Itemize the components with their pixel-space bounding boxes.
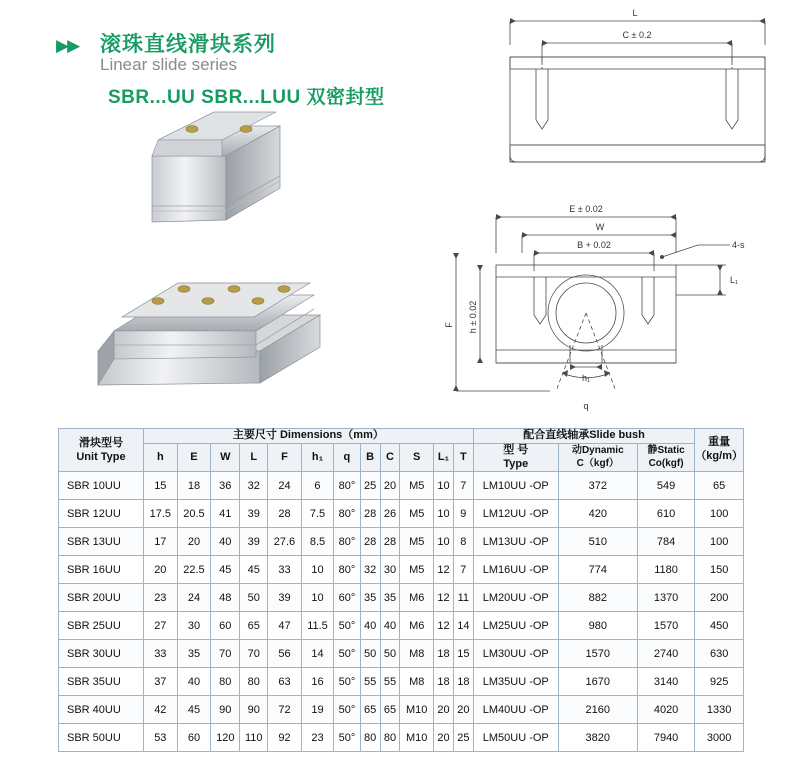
product-photo-single-block	[130, 110, 310, 240]
cell-L: 70	[240, 640, 268, 668]
header-dim-L: L	[240, 443, 268, 472]
header-static-cn-en: 静Static	[647, 445, 685, 456]
header-unit-type	[59, 429, 144, 472]
cell-L: 39	[240, 528, 268, 556]
cell-F: 24	[268, 472, 302, 500]
cell-W: 120	[211, 724, 240, 752]
page-header	[0, 0, 470, 120]
cell-F: 72	[268, 696, 302, 724]
cell-h: 42	[144, 696, 178, 724]
header-dim-B: B	[360, 443, 380, 472]
cell-B: 28	[360, 528, 380, 556]
cell-S: M10	[400, 724, 434, 752]
cell-weight: 630	[695, 640, 744, 668]
svg-text:L: L	[632, 8, 638, 18]
cell-h: 33	[144, 640, 178, 668]
cell-B: 50	[360, 640, 380, 668]
cell-static-load: 2740	[637, 640, 694, 668]
header-dim-E: E	[177, 443, 211, 472]
cell-T: 25	[453, 724, 473, 752]
cell-bush-type: LM25UU -OP	[473, 612, 558, 640]
cell-L1: 20	[434, 696, 454, 724]
cell-F: 27.6	[268, 528, 302, 556]
cell-W: 80	[211, 668, 240, 696]
cell-bush-type: LM30UU -OP	[473, 640, 558, 668]
cell-h1: 6	[301, 472, 333, 500]
cell-L: 32	[240, 472, 268, 500]
cell-bush-type: LM20UU -OP	[473, 584, 558, 612]
table-row	[59, 640, 744, 668]
table-row	[59, 696, 744, 724]
cell-q: 50°	[334, 640, 360, 668]
cell-static-load: 549	[637, 472, 694, 500]
cell-h: 53	[144, 724, 178, 752]
cell-q: 80°	[334, 528, 360, 556]
header-dim-h1: h₁	[301, 443, 333, 472]
cell-E: 22.5	[177, 556, 211, 584]
cell-h1: 23	[301, 724, 333, 752]
table-group-header-row	[59, 429, 744, 444]
cell-bush-type: LM12UU -OP	[473, 500, 558, 528]
page-title-cn: 滚珠直线滑块系列	[100, 33, 276, 56]
cell-h1: 10	[301, 584, 333, 612]
cell-C: 40	[380, 612, 400, 640]
cell-dynamic-load: 774	[558, 556, 637, 584]
cell-T: 15	[453, 640, 473, 668]
cell-q: 80°	[334, 556, 360, 584]
cell-weight: 450	[695, 612, 744, 640]
cell-B: 35	[360, 584, 380, 612]
cell-F: 39	[268, 584, 302, 612]
cell-L: 90	[240, 696, 268, 724]
header-dynamic-cn-en: 动Dynamic	[571, 445, 624, 456]
cell-T: 7	[453, 556, 473, 584]
cell-S: M6	[400, 612, 434, 640]
table-row	[59, 556, 744, 584]
cell-E: 40	[177, 668, 211, 696]
cell-C: 28	[380, 528, 400, 556]
svg-text:F: F	[444, 322, 454, 328]
cell-F: 63	[268, 668, 302, 696]
cell-W: 70	[211, 640, 240, 668]
cell-L: 50	[240, 584, 268, 612]
cell-T: 7	[453, 472, 473, 500]
cell-h: 15	[144, 472, 178, 500]
cell-q: 50°	[334, 696, 360, 724]
cell-h1: 7.5	[301, 500, 333, 528]
cell-F: 33	[268, 556, 302, 584]
cell-E: 35	[177, 640, 211, 668]
header-weight-cn: 重量	[708, 436, 731, 449]
cell-F: 28	[268, 500, 302, 528]
cell-weight: 1330	[695, 696, 744, 724]
cell-h1: 16	[301, 668, 333, 696]
header-weight-unit: （kg/m）	[695, 450, 743, 463]
cell-dynamic-load: 1570	[558, 640, 637, 668]
cell-static-load: 610	[637, 500, 694, 528]
svg-text:L₁: L₁	[730, 275, 739, 285]
cell-bush-type: LM10UU -OP	[473, 472, 558, 500]
cell-static-load: 784	[637, 528, 694, 556]
cell-B: 28	[360, 500, 380, 528]
cell-C: 20	[380, 472, 400, 500]
cell-L1: 12	[434, 584, 454, 612]
table-head	[59, 429, 744, 472]
header-bush-type	[473, 443, 558, 472]
cell-L: 65	[240, 612, 268, 640]
cell-weight: 3000	[695, 724, 744, 752]
specification-table	[58, 428, 744, 752]
header-dim-L1: L₁	[434, 443, 454, 472]
cell-T: 8	[453, 528, 473, 556]
cell-C: 26	[380, 500, 400, 528]
cell-W: 90	[211, 696, 240, 724]
cell-q: 60°	[334, 584, 360, 612]
cell-bush-type: LM40UU -OP	[473, 696, 558, 724]
cell-B: 25	[360, 472, 380, 500]
cell-L1: 18	[434, 640, 454, 668]
cell-S: M6	[400, 584, 434, 612]
cell-W: 45	[211, 556, 240, 584]
cell-dynamic-load: 1670	[558, 668, 637, 696]
cell-weight: 100	[695, 500, 744, 528]
cell-static-load: 1180	[637, 556, 694, 584]
cell-dynamic-load: 980	[558, 612, 637, 640]
cell-B: 55	[360, 668, 380, 696]
header-dim-h: h	[144, 443, 178, 472]
cell-q: 80°	[334, 472, 360, 500]
cell-L1: 12	[434, 612, 454, 640]
cell-unit-type: SBR 16UU	[59, 556, 144, 584]
svg-text:q: q	[583, 401, 589, 411]
cell-B: 80	[360, 724, 380, 752]
cell-static-load: 1570	[637, 612, 694, 640]
specification-table-wrapper	[58, 428, 744, 752]
cell-W: 48	[211, 584, 240, 612]
svg-text:W: W	[595, 222, 605, 232]
cell-unit-type: SBR 10UU	[59, 472, 144, 500]
cell-W: 36	[211, 472, 240, 500]
cell-bush-type: LM13UU -OP	[473, 528, 558, 556]
svg-text:h₁: h₁	[581, 373, 591, 383]
cell-unit-type: SBR 13UU	[59, 528, 144, 556]
cell-W: 60	[211, 612, 240, 640]
cell-q: 50°	[334, 612, 360, 640]
cell-h1: 11.5	[301, 612, 333, 640]
cell-weight: 65	[695, 472, 744, 500]
header-dynamic-load	[558, 443, 637, 472]
svg-text:C ± 0.2: C ± 0.2	[622, 30, 652, 40]
header-unit-type-en: Unit Type	[76, 451, 126, 464]
cell-unit-type: SBR 12UU	[59, 500, 144, 528]
cell-unit-type: SBR 30UU	[59, 640, 144, 668]
cell-F: 47	[268, 612, 302, 640]
cell-bush-type: LM35UU -OP	[473, 668, 558, 696]
cell-L: 39	[240, 500, 268, 528]
cell-E: 20.5	[177, 500, 211, 528]
cell-T: 9	[453, 500, 473, 528]
cell-weight: 150	[695, 556, 744, 584]
cell-static-load: 3140	[637, 668, 694, 696]
header-bush-type-en: Type	[503, 457, 529, 470]
cell-L: 80	[240, 668, 268, 696]
cell-weight: 200	[695, 584, 744, 612]
cell-S: M5	[400, 472, 434, 500]
cell-B: 40	[360, 612, 380, 640]
cell-dynamic-load: 420	[558, 500, 637, 528]
cell-F: 56	[268, 640, 302, 668]
cell-S: M5	[400, 556, 434, 584]
cell-dynamic-load: 882	[558, 584, 637, 612]
cell-unit-type: SBR 40UU	[59, 696, 144, 724]
header-slide-bush-group: 配合直线轴承Slide bush	[473, 429, 695, 444]
cell-weight: 100	[695, 528, 744, 556]
cell-weight: 925	[695, 668, 744, 696]
table-row	[59, 584, 744, 612]
cell-h: 20	[144, 556, 178, 584]
cell-T: 14	[453, 612, 473, 640]
cell-T: 11	[453, 584, 473, 612]
cell-h1: 14	[301, 640, 333, 668]
cell-unit-type: SBR 50UU	[59, 724, 144, 752]
header-dim-C: C	[380, 443, 400, 472]
bullet-arrows-icon: ▶▶	[56, 36, 79, 55]
cell-q: 80°	[334, 500, 360, 528]
cell-dynamic-load: 510	[558, 528, 637, 556]
cell-L1: 10	[434, 472, 454, 500]
cell-L1: 10	[434, 528, 454, 556]
header-dim-T: T	[453, 443, 473, 472]
table-row	[59, 612, 744, 640]
header-dim-W: W	[211, 443, 240, 472]
cell-B: 65	[360, 696, 380, 724]
cell-T: 20	[453, 696, 473, 724]
cell-h: 27	[144, 612, 178, 640]
table-row	[59, 668, 744, 696]
table-sub-header-row	[59, 443, 744, 472]
drawing-front-view	[480, 5, 790, 190]
cell-F: 92	[268, 724, 302, 752]
cell-C: 50	[380, 640, 400, 668]
cell-q: 50°	[334, 724, 360, 752]
header-dim-S: S	[400, 443, 434, 472]
cell-E: 18	[177, 472, 211, 500]
cell-C: 65	[380, 696, 400, 724]
header-dynamic-unit: C（kgf）	[576, 457, 619, 469]
cell-unit-type: SBR 25UU	[59, 612, 144, 640]
cell-dynamic-load: 372	[558, 472, 637, 500]
drawing-section-view	[430, 195, 795, 425]
header-static-unit: Co(kgf)	[648, 457, 684, 469]
page-title-en: Linear slide series	[100, 55, 238, 74]
svg-text:E ± 0.02: E ± 0.02	[569, 204, 603, 214]
cell-C: 35	[380, 584, 400, 612]
cell-bush-type: LM50UU -OP	[473, 724, 558, 752]
cell-C: 30	[380, 556, 400, 584]
cell-S: M8	[400, 640, 434, 668]
table-row	[59, 528, 744, 556]
cell-T: 18	[453, 668, 473, 696]
cell-C: 55	[380, 668, 400, 696]
cell-L1: 12	[434, 556, 454, 584]
cell-h: 37	[144, 668, 178, 696]
header-bush-type-cn: 型 号	[503, 443, 529, 456]
header-unit-type-cn: 滑块型号	[79, 436, 123, 449]
cell-L: 110	[240, 724, 268, 752]
cell-h: 17	[144, 528, 178, 556]
header-dim-q: q	[334, 443, 360, 472]
cell-W: 40	[211, 528, 240, 556]
header-weight-group	[695, 429, 744, 472]
page-title-model: SBR...UU SBR...LUU 双密封型	[108, 87, 385, 108]
svg-text:h ± 0.02: h ± 0.02	[468, 300, 478, 334]
cell-E: 24	[177, 584, 211, 612]
table-body	[59, 472, 744, 752]
svg-text:4-s: 4-s	[732, 240, 745, 250]
cell-h1: 8.5	[301, 528, 333, 556]
cell-static-load: 1370	[637, 584, 694, 612]
cell-S: M10	[400, 696, 434, 724]
product-photo-long-block	[88, 265, 338, 405]
header-dimensions-group: 主要尺寸 Dimensions（mm）	[144, 429, 474, 444]
cell-unit-type: SBR 20UU	[59, 584, 144, 612]
cell-S: M5	[400, 500, 434, 528]
cell-E: 60	[177, 724, 211, 752]
cell-dynamic-load: 3820	[558, 724, 637, 752]
cell-L1: 20	[434, 724, 454, 752]
cell-L1: 18	[434, 668, 454, 696]
cell-E: 30	[177, 612, 211, 640]
cell-E: 45	[177, 696, 211, 724]
cell-dynamic-load: 2160	[558, 696, 637, 724]
cell-h: 23	[144, 584, 178, 612]
table-row	[59, 472, 744, 500]
header-dim-F: F	[268, 443, 302, 472]
cell-h: 17.5	[144, 500, 178, 528]
cell-E: 20	[177, 528, 211, 556]
cell-static-load: 4020	[637, 696, 694, 724]
table-row	[59, 500, 744, 528]
cell-S: M5	[400, 528, 434, 556]
cell-L1: 10	[434, 500, 454, 528]
cell-B: 32	[360, 556, 380, 584]
cell-h1: 19	[301, 696, 333, 724]
header-static-load	[637, 443, 694, 472]
cell-h1: 10	[301, 556, 333, 584]
svg-text:B + 0.02: B + 0.02	[577, 240, 611, 250]
cell-L: 45	[240, 556, 268, 584]
cell-S: M8	[400, 668, 434, 696]
cell-W: 41	[211, 500, 240, 528]
cell-C: 80	[380, 724, 400, 752]
table-row	[59, 724, 744, 752]
cell-bush-type: LM16UU -OP	[473, 556, 558, 584]
cell-unit-type: SBR 35UU	[59, 668, 144, 696]
cell-q: 50°	[334, 668, 360, 696]
cell-static-load: 7940	[637, 724, 694, 752]
